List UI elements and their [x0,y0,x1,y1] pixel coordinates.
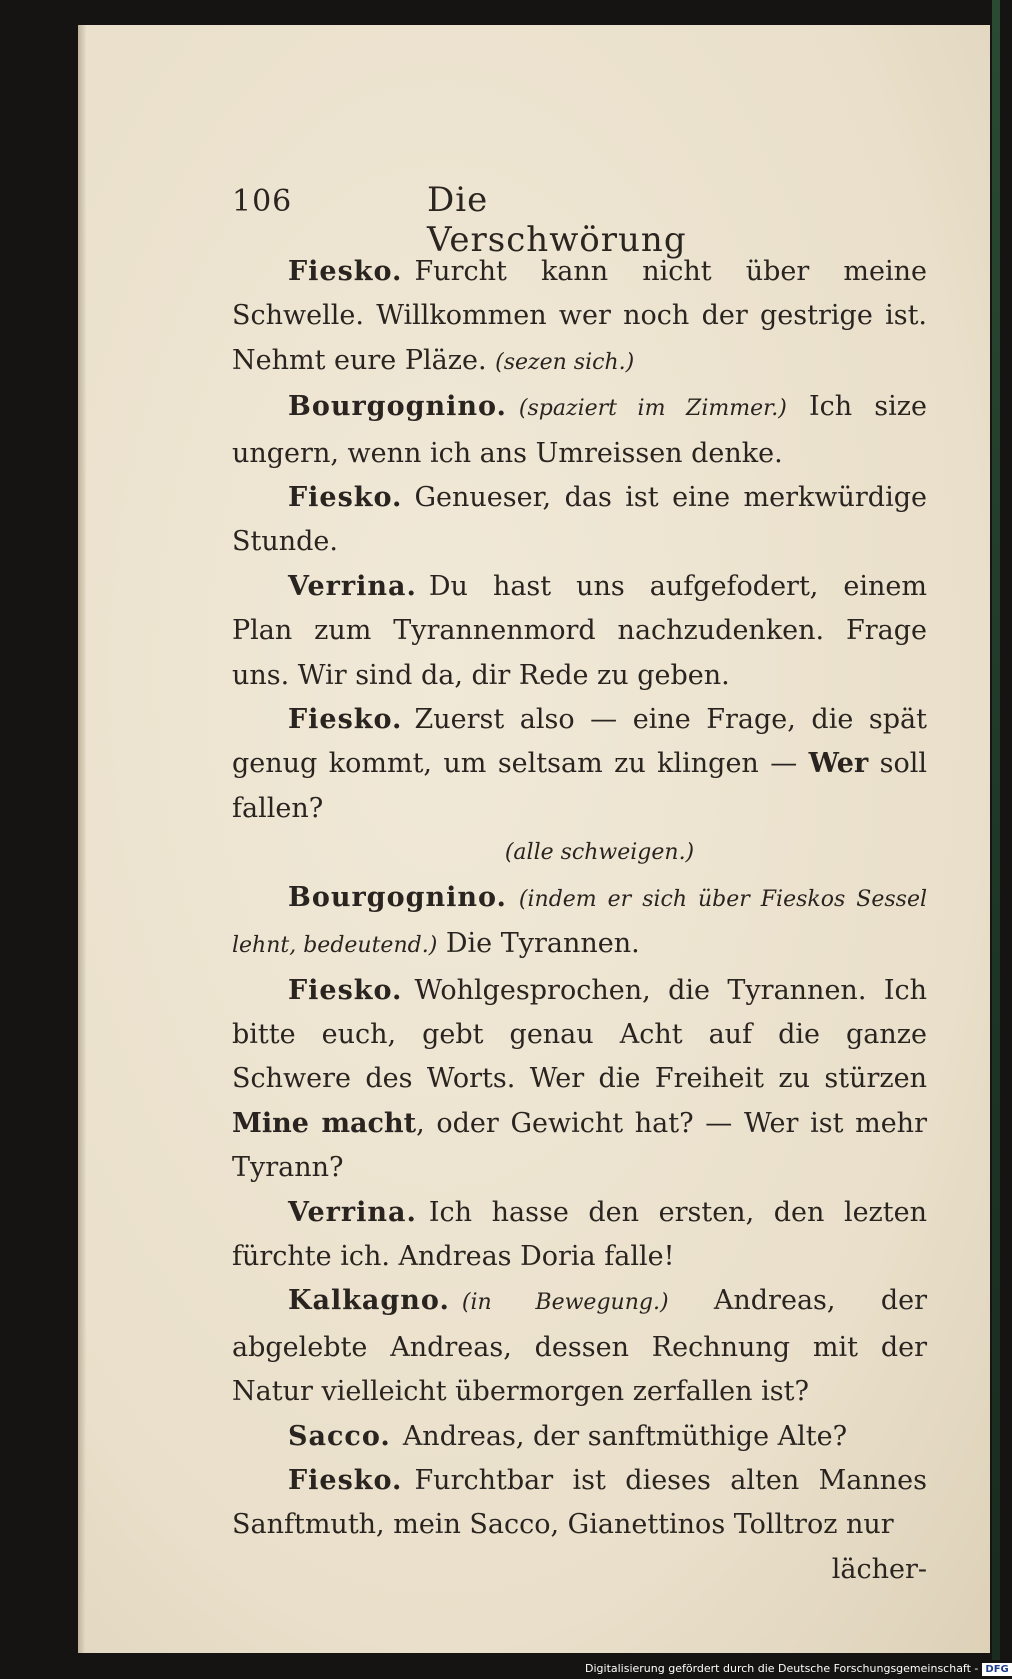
speaker-name: Bourgognino. [288,881,507,913]
stage-direction: (sezen sich.) [495,349,635,375]
speech-text: Andreas, der abgelebte Andreas, dessen Rechnung mit der Natur vielleicht übermorgen zerfallen ist? [232,1285,927,1408]
book-cover-edge [992,0,1000,1660]
emphasized-text: Wer [808,748,869,780]
speaker-name: Fiesko. [288,256,403,287]
speech-text: Furchtbar ist dieses alten Mannes Sanftmuth, mein Sacco, Gianettinos Tolltroz nur [232,1464,927,1541]
dfg-logo: DFG [982,1663,1011,1676]
dialogue-paragraph [232,565,927,698]
speaker-name: Fiesko. [288,1464,403,1496]
page-number: 106 [232,184,293,219]
dialogue-paragraph [232,385,927,476]
speech-text: Zuerst also — eine Frage, die spät genug kommt, um seltsam zu klingen — [232,704,927,780]
stage-direction: (spaziert im Zimmer.) [518,396,787,422]
speaker-name: Verrina. [288,570,417,602]
dialogue-paragraph [232,1279,927,1414]
footer-attribution [585,1659,1012,1679]
speaker-name: Fiesko. [288,704,403,736]
catchword: lächer- [831,1553,927,1585]
speech-text: Ich hasse den ersten, den lezten fürchte ich. Andreas Doria falle! [232,1196,927,1272]
speech-text: Genueser, das ist eine merkwürdige Stunde. [232,482,927,558]
page-header [232,180,732,260]
speech-text: Wohlgesprochen, die Tyrannen. Ich bitte euch, gebt genau Acht auf die ganze Schwere des Worts. Wer die Freiheit zu stürzen [232,974,927,1095]
page-gutter [78,25,86,1653]
dialogue-paragraph [232,969,927,1191]
speech-text: Ich size ungern, wenn ich ans Umreissen denke. [232,391,927,469]
speech-text: soll fallen? [232,748,928,824]
speaker-name: Fiesko. [288,974,403,1006]
speaker-name: Verrina. [288,1196,417,1228]
speech-text: Furcht kann nicht über meine Schwelle. Willkommen wer noch der gestrige ist. Nehmt eure Pläze. [232,256,927,376]
speaker-name: Fiesko. [288,482,403,514]
stage-direction: (indem er sich über Fieskos Sessel lehnt, bedeutend.) [232,886,927,959]
dialogue-paragraph [232,1191,927,1280]
speech-text: Andreas, der sanftmüthige Alte? [402,1420,848,1452]
dialogue-paragraph [232,1415,927,1459]
dialogue-paragraph [232,250,927,385]
stage-direction: (alle schweigen.) [504,840,695,866]
speech-text: Die Tyrannen. [437,928,640,960]
speech-text: Du hast uns aufgefodert, einem Plan zum Tyrannenmord nachzudenken. Frage uns. Wir sind da, dir Rede zu geben. [232,570,927,691]
dialogue-paragraph [232,476,927,565]
speech-text: , oder Gewicht hat? — Wer ist mehr Tyrann? [232,1107,927,1184]
running-title: Die Verschwörung [427,180,687,260]
dialogue-text [232,250,927,1592]
speaker-name: Kalkagno. [288,1285,450,1317]
speaker-name: Bourgognino. [288,391,507,423]
footer-text: Digitalisierung gefördert durch die Deutsche Forschungsgemeinschaft - [585,1662,979,1675]
stage-direction: (in Bewegung.) [461,1290,669,1316]
dialogue-paragraph [232,1459,927,1548]
dialogue-paragraph [232,698,927,831]
emphasized-text: Mine macht [232,1107,417,1139]
speaker-name: Sacco. [288,1420,391,1452]
dialogue-paragraph [232,876,927,969]
